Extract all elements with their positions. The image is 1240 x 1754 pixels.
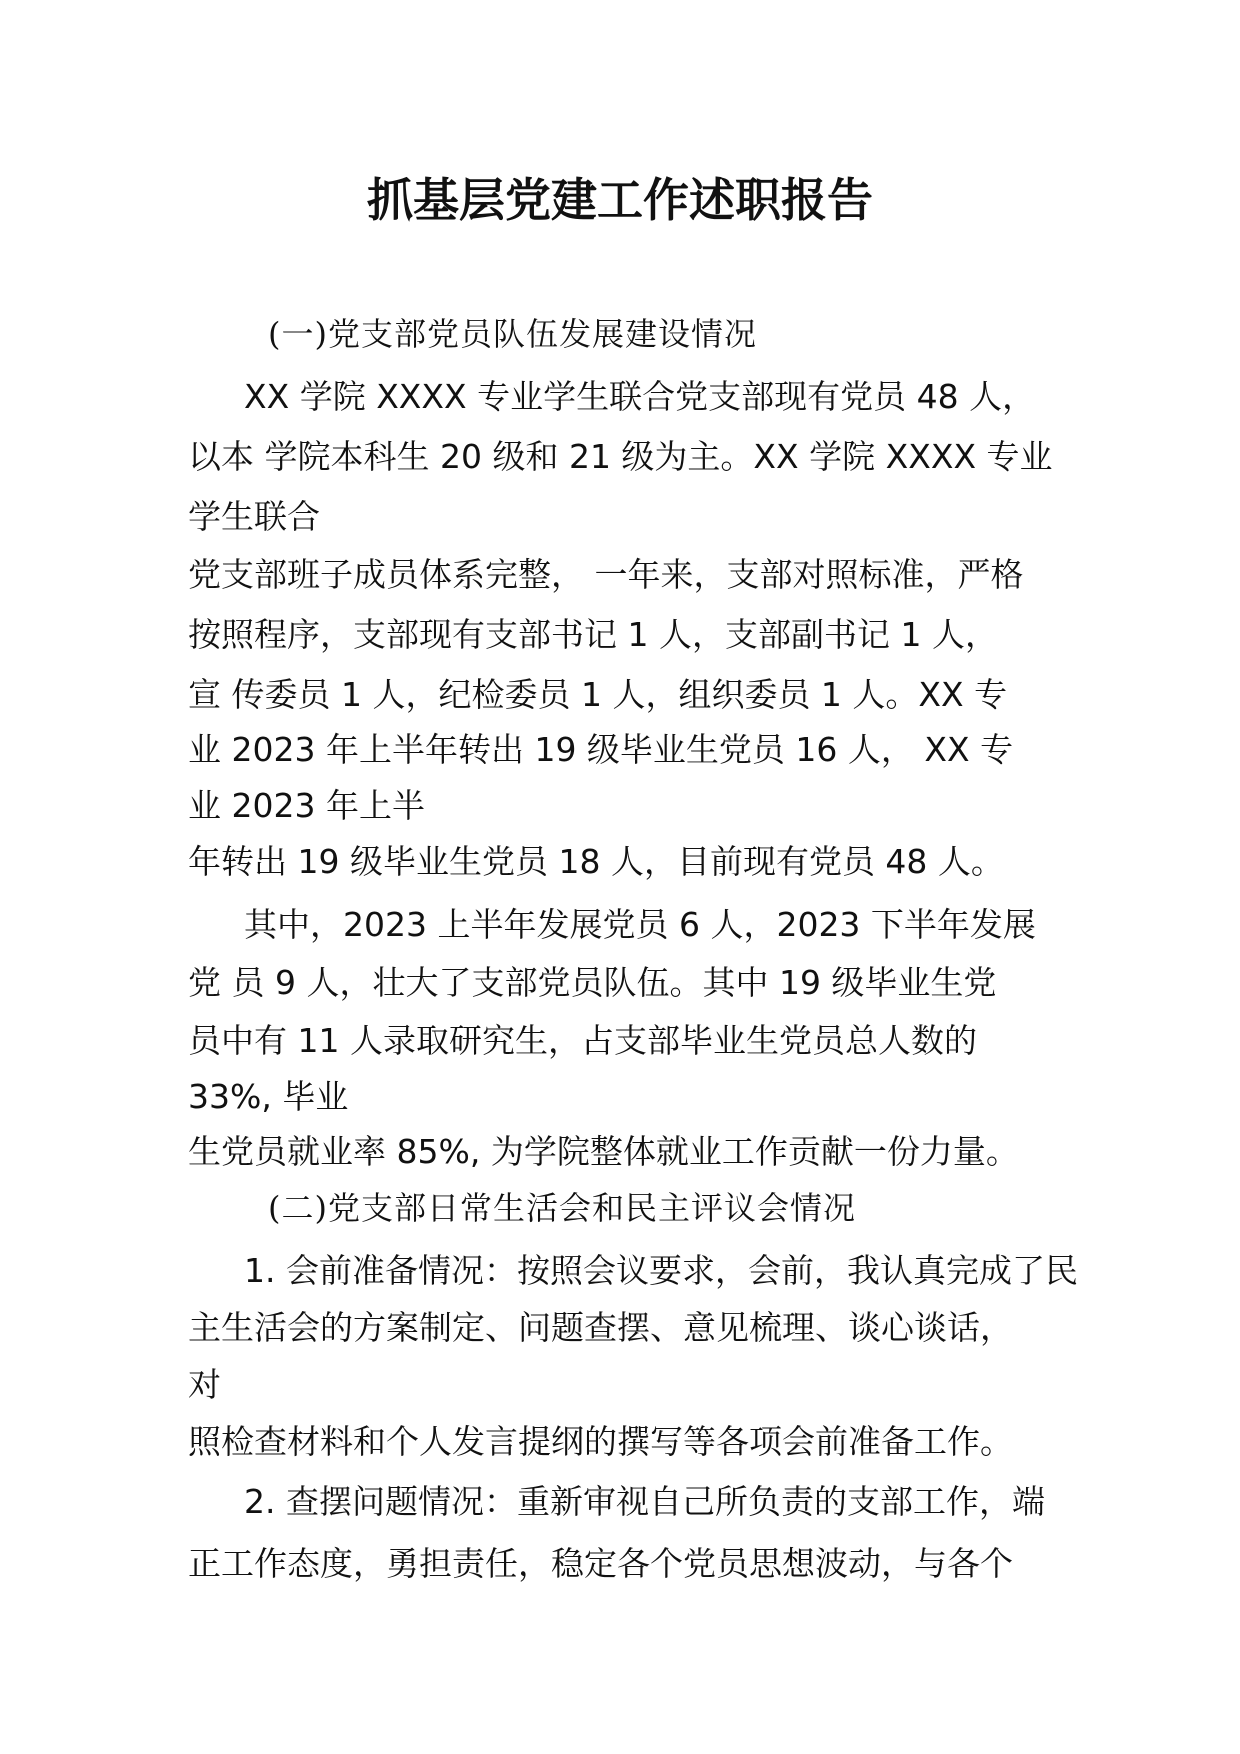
paragraph-line: 照检查材料和个人发言提纲的撰写等各项会前准备工作。 bbox=[188, 1422, 1013, 1461]
paragraph-line: XX 学院 XXXX 专业学生联合党支部现有党员 48 人， bbox=[244, 377, 1036, 416]
paragraph-line: 对 bbox=[188, 1365, 221, 1404]
paragraph-line: 年转出 19 级毕业生党员 18 人，目前现有党员 48 人。 bbox=[188, 842, 1004, 881]
paragraph-line: 宣 传委员 1 人，纪检委员 1 人，组织委员 1 人。XX 专 bbox=[188, 675, 1008, 714]
paragraph-line: 2. 查摆问题情况：重新审视自己所负责的支部工作，端 bbox=[244, 1482, 1045, 1521]
section-heading-2: (二)党支部日常生活会和民主评议会情况 bbox=[268, 1189, 856, 1227]
paragraph-line: 1. 会前准备情况：按照会议要求，会前，我认真完成了民 bbox=[244, 1251, 1078, 1290]
paragraph-line: 按照程序，支部现有支部书记 1 人，支部副书记 1 人， bbox=[188, 615, 998, 654]
paragraph-line: 党支部班子成员体系完整， 一年来，支部对照标准，严格 bbox=[188, 555, 1024, 594]
section-heading-1: (一)党支部党员队伍发展建设情况 bbox=[268, 315, 757, 353]
paragraph-line: 其中，2023 上半年发展党员 6 人，2023 下半年发展 bbox=[244, 905, 1036, 944]
paragraph-line: 员中有 11 人录取研究生，占支部毕业生党员总人数的 bbox=[188, 1021, 977, 1060]
document-title: 抓基层党建工作述职报告 bbox=[367, 173, 873, 227]
paragraph-line: 学生联合 bbox=[188, 497, 320, 536]
paragraph-line: 以本 学院本科生 20 级和 21 级为主。XX 学院 XXXX 专业 bbox=[188, 437, 1053, 476]
paragraph-line: 业 2023 年上半年转出 19 级毕业生党员 16 人， XX 专 bbox=[188, 730, 1014, 769]
paragraph-line: 业 2023 年上半 bbox=[188, 786, 425, 825]
paragraph-line: 生党员就业率 85%, 为学院整体就业工作贡献一份力量。 bbox=[188, 1132, 1019, 1171]
paragraph-line: 党 员 9 人，壮大了支部党员队伍。其中 19 级毕业生党 bbox=[188, 963, 997, 1002]
paragraph-line: 33%, 毕业 bbox=[188, 1077, 349, 1116]
paragraph-line: 正工作态度，勇担责任，稳定各个党员思想波动，与各个 bbox=[188, 1544, 1013, 1583]
paragraph-line: 主生活会的方案制定、问题查摆、意见梳理、谈心谈话， bbox=[188, 1308, 1013, 1347]
